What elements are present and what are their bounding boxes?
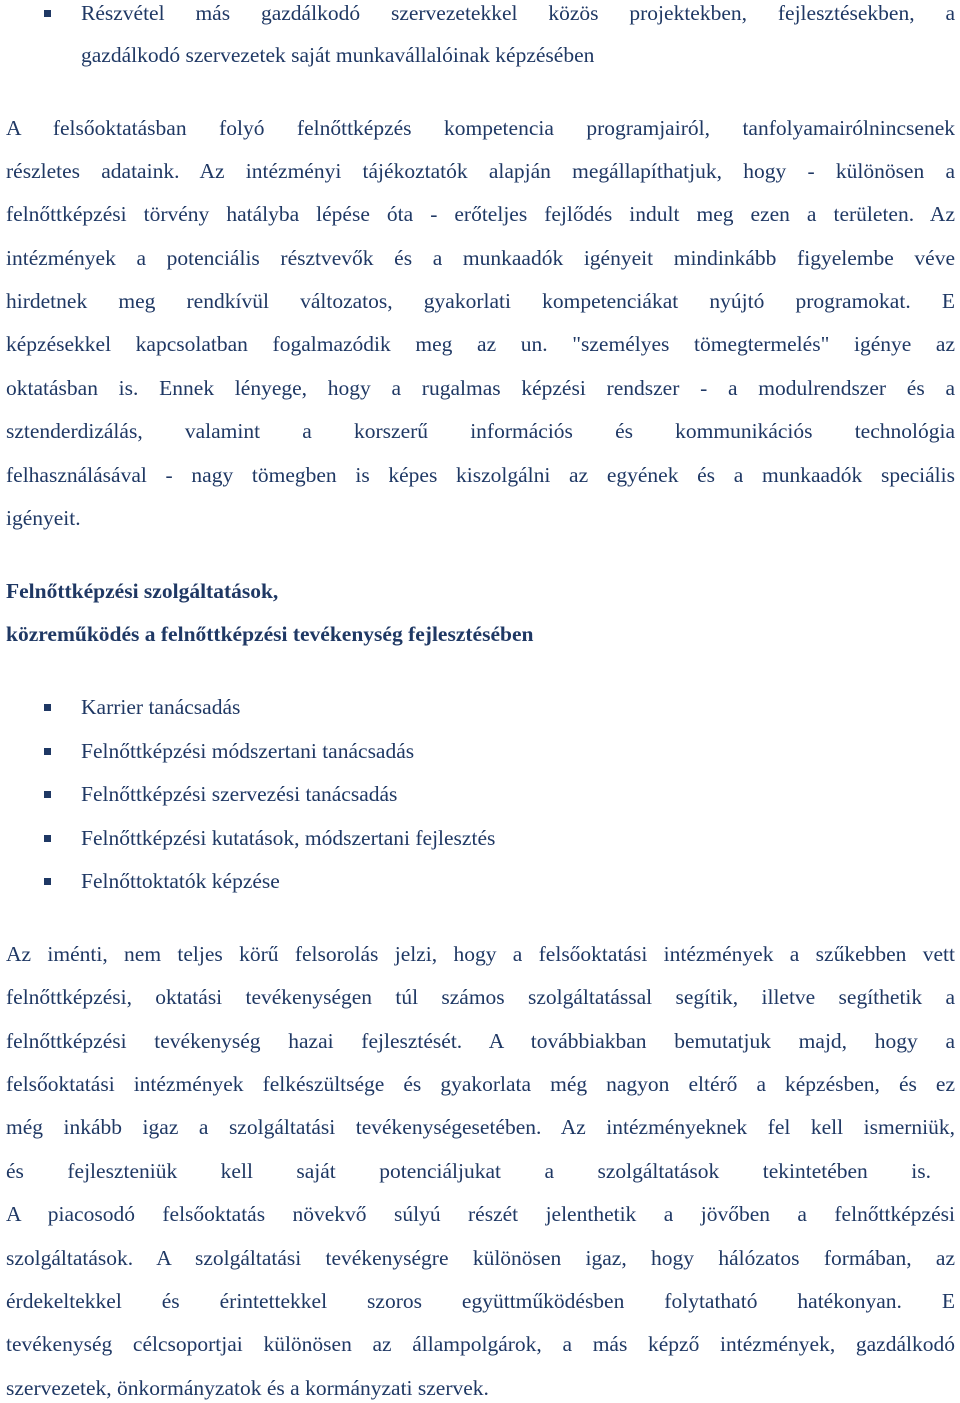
paragraph-line: szolgáltatások. A szolgáltatási tevékenységre különösen igaz, hogy hálózatos formában, az bbox=[6, 1246, 955, 1270]
paragraph-line: részletes adataink. Az intézményi tájékoztatók alapján megállapíthatjuk, hogy - különösen a bbox=[6, 159, 955, 183]
paragraph-line: intézmények a potenciális résztvevők és a munkaadók igényeit mindinkább figyelembe véve bbox=[6, 246, 955, 270]
section-heading: Felnőttképzési szolgáltatások, bbox=[6, 579, 279, 603]
list-item: Felnőttoktatók képzése bbox=[81, 869, 280, 893]
bullet-marker-icon bbox=[44, 835, 51, 842]
section-heading: közreműködés a felnőttképzési tevékenység fejlesztésében bbox=[6, 622, 534, 646]
paragraph-line: sztenderdizálás, valamint a korszerű információs és kommunikációs technológia bbox=[6, 419, 955, 443]
paragraph-line: érdekeltekkel és érintettekkel szoros együttműködésben folytatható hatékonyan. E bbox=[6, 1289, 955, 1313]
paragraph-line: A piacosodó felsőoktatás növekvő súlyú részét jelenthetik a jövőben a felnőttképzési bbox=[6, 1202, 955, 1226]
bullet-marker-icon bbox=[44, 10, 51, 17]
paragraph-line: és fejleszteniük kell saját potenciáljukat a szolgáltatások tekintetében is. bbox=[6, 1159, 931, 1183]
paragraph-line: felnőttképzési törvény hatályba lépése óta - erőteljes fejlődés indult meg ezen a területen. Az bbox=[6, 202, 955, 226]
paragraph-line: igényeit. bbox=[6, 506, 81, 530]
list-item: Felnőttképzési szervezési tanácsadás bbox=[81, 782, 398, 806]
paragraph-line: felnőttképzési, oktatási tevékenységen túl számos szolgáltatással segítik, illetve segíthetik a bbox=[6, 985, 955, 1009]
paragraph-line: felnőttképzési tevékenység hazai fejlesztését. A továbbiakban bemutatjuk majd, hogy a bbox=[6, 1029, 955, 1053]
bullet-marker-icon bbox=[44, 704, 51, 711]
list-item: Felnőttképzési módszertani tanácsadás bbox=[81, 739, 415, 763]
paragraph-line: képzésekkel kapcsolatban fogalmazódik meg az un. "személyes tömegtermelés" igénye az bbox=[6, 332, 955, 356]
bullet-item-line: Részvétel más gazdálkodó szervezetekkel közös projektekben, fejlesztésekben, a bbox=[81, 1, 955, 25]
paragraph-line: Az iménti, nem teljes körű felsorolás jelzi, hogy a felsőoktatási intézmények a szűkebben vett bbox=[6, 942, 955, 966]
paragraph-line: szervezetek, önkormányzatok és a kormányzati szervek. bbox=[6, 1376, 489, 1400]
bullet-marker-icon bbox=[44, 878, 51, 885]
paragraph-line: oktatásban is. Ennek lényege, hogy a rugalmas képzési rendszer - a modulrendszer és a bbox=[6, 376, 955, 400]
paragraph-line: felsőoktatási intézmények felkészültsége és gyakorlata még nagyon eltérő a képzésben, és ez bbox=[6, 1072, 955, 1096]
paragraph-line: A felsőoktatásban folyó felnőttképzés kompetencia programjairól, tanfolyamairólnincsenek bbox=[6, 116, 955, 140]
list-item: Felnőttképzési kutatások, módszertani fejlesztés bbox=[81, 826, 496, 850]
paragraph-line: tevékenység célcsoportjai különösen az állampolgárok, a más képző intézmények, gazdálkodó bbox=[6, 1332, 955, 1356]
paragraph-line: felhasználásával - nagy tömegben is képes kiszolgálni az egyének és a munkaadók speciális bbox=[6, 463, 955, 487]
bullet-marker-icon bbox=[44, 791, 51, 798]
list-item: Karrier tanácsadás bbox=[81, 695, 241, 719]
paragraph-line: még inkább igaz a szolgáltatási tevékenységesetében. Az intézményeknek fel kell ismerniük, bbox=[6, 1115, 955, 1139]
bullet-item-line: gazdálkodó szervezetek saját munkavállalóinak képzésében bbox=[81, 43, 595, 67]
paragraph-line: hirdetnek meg rendkívül változatos, gyakorlati kompetenciákat nyújtó programokat. E bbox=[6, 289, 955, 313]
bullet-marker-icon bbox=[44, 748, 51, 755]
